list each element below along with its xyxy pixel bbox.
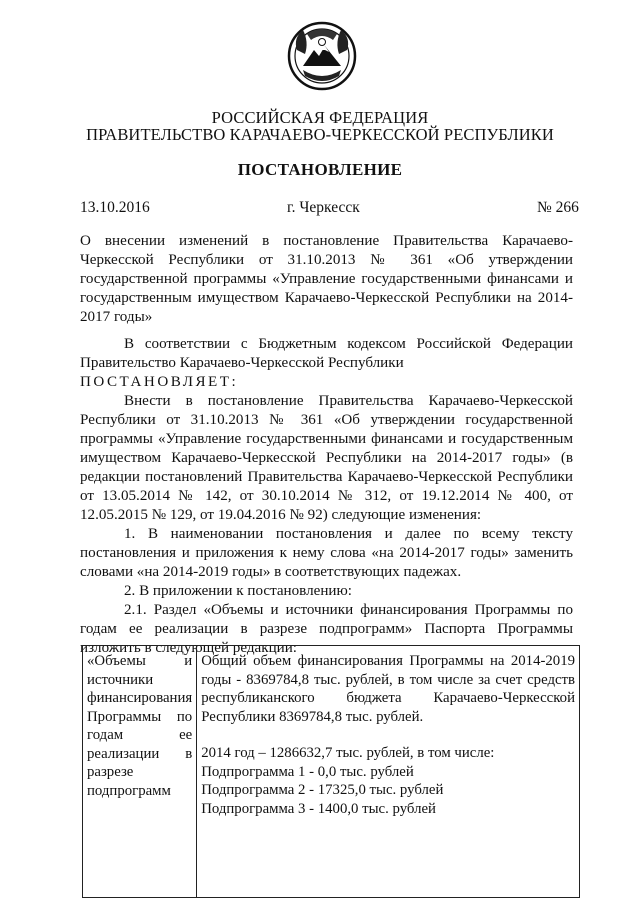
document-city: г. Черкесск — [287, 199, 360, 216]
decree-word: ПОСТАНОВЛЯЕТ: — [80, 374, 239, 390]
item-1: 1. В наименовании постановления и далее по всему тексту постановления и приложения к нему слова «на 2014-2017 годы» заменить словами «на 2014-2019 годы» в соответствующих падежах. — [80, 526, 573, 580]
document-number: № 266 — [537, 199, 579, 216]
intro-paragraph: Внести в постановление Правительства Карачаево-Черкесской Республики от 31.10.2013 № 361 «Об утверждении государственной программы «Управление государственными финансами и государственным имуществом Карачаево-Черкесской Республики на 2014-2017 годы» (в редакции постановлений Правительства Карачаево-Черкесской Республики от 13.05.2014 № 142, от 30.10.2014 № 312, от 19.12.2014 № 400, от 12.05.2015 № 129, от 19.04.2016 № 92) следующие изменения: — [80, 393, 573, 523]
subprogram-3: Подпрограмма 3 - 1400,0 тыс. рублей — [201, 800, 436, 817]
document-date: 13.10.2016 — [80, 199, 150, 216]
subprogram-2: Подпрограмма 2 - 17325,0 тыс. рублей — [201, 782, 444, 798]
preamble: В соответствии с Бюджетным кодексом Российской Федерации Правительство Карачаево-Черкесской Республики — [80, 336, 573, 371]
document-subject: О внесении изменений в постановление Правительства Карачаево-Черкесской Республики от 31.10.2013 № 361 «Об утверждении государственной программы «Управление государственными финансами и государственным имуществом Карачаево-Черкесской Республики на 2014-2017 годы» — [80, 233, 573, 325]
header-country: РОССИЙСКАЯ ФЕДЕРАЦИЯ — [211, 108, 429, 127]
table-cell-label: «Объемы и источники финансирования Программы по годам ее реализации в разрезе подпрограмм — [83, 646, 197, 898]
financing-total: Общий объем финансирования Программы на 2014-2019 годы - 8369784,8 тыс. рублей, в том числе за счет средств республиканского бюджета Карачаево-Черкесской Республики 8369784,8 тыс. рублей. — [201, 653, 575, 725]
subprogram-1: Подпрограмма 1 - 0,0 тыс. рублей — [201, 763, 414, 780]
document-body — [80, 335, 573, 658]
financing-2014: 2014 год – 1286632,7 тыс. рублей, в том числе: — [201, 745, 495, 761]
item-2-1: 2.1. Раздел «Объемы и источники финансирования Программы по годам ее реализации в разрезе подпрограмм» Паспорта Программы изложить в следующей редакции: — [80, 602, 573, 656]
item-2: 2. В приложении к постановлению: — [124, 583, 352, 599]
document-title: ПОСТАНОВЛЕНИЕ — [237, 160, 403, 179]
table-cell-content — [197, 646, 580, 898]
financing-table — [82, 645, 580, 898]
table-row — [83, 646, 580, 898]
header-government: ПРАВИТЕЛЬСТВО КАРАЧАЕВО-ЧЕРКЕССКОЙ РЕСПУБЛИКИ — [86, 125, 554, 144]
coat-of-arms-icon — [283, 20, 361, 92]
